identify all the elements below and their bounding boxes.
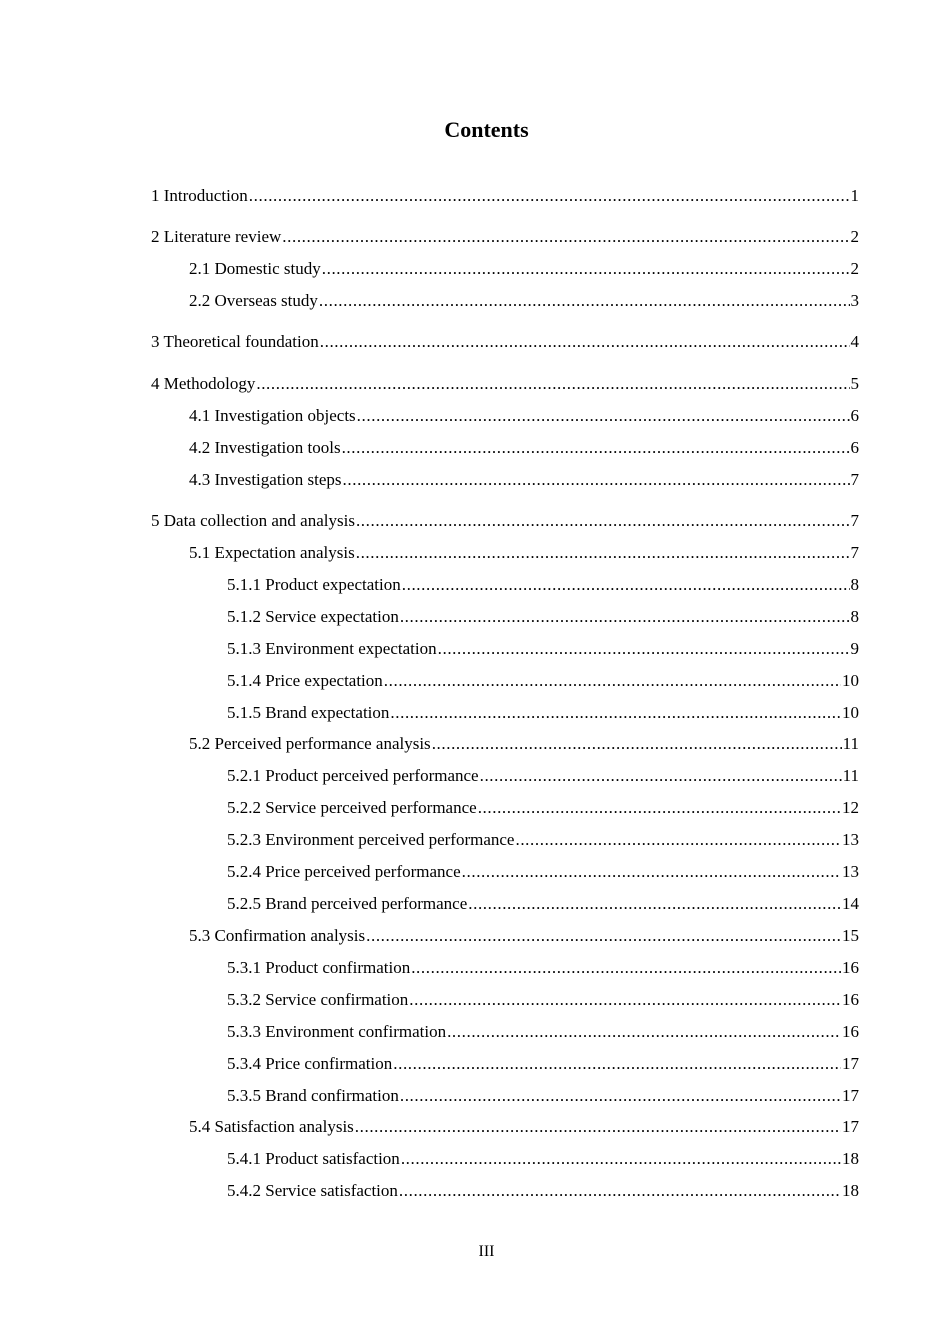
toc-entry-page: 7	[850, 543, 859, 562]
toc-entry-label: 5.3.2 Service confirmation	[227, 990, 409, 1009]
toc-leader-dots	[256, 373, 849, 395]
toc-entry[interactable]	[151, 185, 859, 207]
toc-entry-page: 16	[842, 1022, 859, 1041]
toc-entry[interactable]	[189, 437, 859, 459]
page-number: III	[478, 1243, 495, 1260]
toc-entry-label: 5.1.2 Service expectation	[227, 607, 399, 626]
toc-entry-label: 5.2.2 Service perceived performance	[227, 798, 477, 817]
toc-entry[interactable]	[227, 989, 859, 1011]
toc-entry-label: 4.3 Investigation steps	[189, 470, 342, 489]
toc-entry-page: 18	[842, 1181, 859, 1200]
toc-leader-dots	[322, 258, 850, 280]
toc-entry-label: 5.2.4 Price perceived performance	[227, 862, 461, 881]
toc-leader-dots	[356, 542, 850, 564]
toc-entry-label: 5 Data collection and analysis	[151, 511, 355, 530]
toc-leader-dots	[355, 1116, 841, 1138]
toc-entry-page: 16	[842, 990, 859, 1009]
toc-leader-dots	[393, 1053, 841, 1075]
toc-entry-label: 4.1 Investigation objects	[189, 406, 356, 425]
toc-entry-label: 5.2.5 Brand perceived performance	[227, 894, 468, 913]
toc-entry[interactable]	[227, 1148, 859, 1170]
toc-entry[interactable]	[227, 765, 859, 787]
toc-entry-label: 5.2 Perceived performance analysis	[189, 734, 431, 753]
toc-entry-label: 5.2.1 Product perceived performance	[227, 766, 479, 785]
toc-entry[interactable]	[151, 331, 859, 353]
toc-entry[interactable]	[227, 638, 859, 660]
toc-leader-dots	[478, 797, 841, 819]
toc-entry-label: 2 Literature review	[151, 227, 282, 246]
toc-entry[interactable]	[227, 861, 859, 883]
toc-entry[interactable]	[227, 702, 859, 724]
toc-leader-dots	[515, 829, 841, 851]
toc-entry-page: 14	[842, 894, 859, 913]
toc-entry-label: 1 Introduction	[151, 186, 248, 205]
toc-leader-dots	[390, 702, 841, 724]
toc-leader-dots	[342, 437, 850, 459]
toc-leader-dots	[401, 1148, 841, 1170]
toc-entry[interactable]	[151, 226, 859, 248]
toc-entry-label: 5.3.3 Environment confirmation	[227, 1022, 447, 1041]
toc-entry-label: 5.2.3 Environment perceived performance	[227, 830, 515, 849]
toc-leader-dots	[366, 925, 841, 947]
toc-entry-label: 2.1 Domestic study	[189, 259, 321, 278]
toc-leader-dots	[468, 893, 841, 915]
toc-entry-page: 1	[850, 186, 859, 205]
toc-leader-dots	[384, 670, 841, 692]
toc-entry-page: 16	[842, 958, 859, 977]
toc-entry[interactable]	[189, 290, 859, 312]
toc-entry[interactable]	[227, 893, 859, 915]
toc-entry-label: 5.3.5 Brand confirmation	[227, 1086, 399, 1105]
toc-entry-page: 18	[842, 1149, 859, 1168]
toc-entry-label: 5.1 Expectation analysis	[189, 543, 355, 562]
toc-entry-label: 4.2 Investigation tools	[189, 438, 341, 457]
toc-entry-page: 8	[850, 575, 859, 594]
toc-entry[interactable]	[227, 606, 859, 628]
toc-entry-page: 3	[850, 291, 859, 310]
toc-entry-page: 11	[842, 734, 859, 753]
toc-entry-page: 6	[850, 406, 859, 425]
toc-entry-page: 12	[842, 798, 859, 817]
toc-entry-label: 5.4.2 Service satisfaction	[227, 1181, 398, 1200]
toc-entry-page: 2	[850, 259, 859, 278]
toc-entry-page: 10	[842, 671, 859, 690]
toc-entry-page: 9	[850, 639, 859, 658]
page-title: Contents	[444, 117, 529, 142]
toc-entry-page: 11	[842, 766, 859, 785]
toc-leader-dots	[249, 185, 850, 207]
toc-entry-page: 17	[842, 1054, 859, 1073]
toc-entry-label: 5.4 Satisfaction analysis	[189, 1117, 354, 1136]
toc-entry[interactable]	[189, 542, 859, 564]
toc-entry[interactable]	[227, 1085, 859, 1107]
toc-entry-page: 17	[842, 1117, 859, 1136]
toc-entry[interactable]	[189, 925, 859, 947]
toc-entry-page: 10	[842, 703, 859, 722]
toc-entry-page: 5	[850, 374, 859, 393]
toc-leader-dots	[438, 638, 850, 660]
toc-entry-label: 5.1.5 Brand expectation	[227, 703, 390, 722]
toc-leader-dots	[319, 290, 850, 312]
toc-entry-page: 2	[850, 227, 859, 246]
toc-entry-page: 7	[850, 470, 859, 489]
toc-entry-page: 17	[842, 1086, 859, 1105]
toc-leader-dots	[402, 574, 850, 596]
toc-leader-dots	[357, 405, 850, 427]
toc-entry[interactable]	[227, 1053, 859, 1075]
toc-entry-label: 5.1.4 Price expectation	[227, 671, 383, 690]
toc-leader-dots	[447, 1021, 841, 1043]
toc-leader-dots	[399, 1180, 841, 1202]
toc-entry[interactable]	[227, 829, 859, 851]
toc-entry[interactable]	[227, 1180, 859, 1202]
toc-entry[interactable]	[227, 1021, 859, 1043]
toc-entry-page: 4	[850, 332, 859, 351]
toc-entry-label: 3 Theoretical foundation	[151, 332, 319, 351]
toc-entry[interactable]	[227, 574, 859, 596]
toc-entry-page: 6	[850, 438, 859, 457]
toc-entry-label: 5.3.4 Price confirmation	[227, 1054, 393, 1073]
toc-leader-dots	[356, 510, 850, 532]
toc-entry[interactable]	[189, 733, 859, 755]
toc-entry-label: 2.2 Overseas study	[189, 291, 318, 310]
toc-entry[interactable]	[189, 405, 859, 427]
toc-entry-label: 5.4.1 Product satisfaction	[227, 1149, 400, 1168]
toc-entry[interactable]	[189, 258, 859, 280]
toc-leader-dots	[320, 331, 850, 353]
toc-entry[interactable]	[227, 670, 859, 692]
toc-entry-label: 5.3.1 Product confirmation	[227, 958, 411, 977]
toc-entry-page: 8	[850, 607, 859, 626]
toc-entry-label: 5.3 Confirmation analysis	[189, 926, 366, 945]
toc-entry-page: 15	[842, 926, 859, 945]
toc-entry[interactable]	[189, 469, 859, 491]
toc-leader-dots	[343, 469, 850, 491]
toc-leader-dots	[462, 861, 841, 883]
toc-leader-dots	[411, 957, 841, 979]
toc-leader-dots	[282, 226, 849, 248]
toc-leader-dots	[432, 733, 842, 755]
toc-leader-dots	[400, 606, 850, 628]
toc-entry-label: 5.1.3 Environment expectation	[227, 639, 437, 658]
toc-entry[interactable]	[189, 1116, 859, 1138]
toc-leader-dots	[480, 765, 842, 787]
toc-entry[interactable]	[151, 373, 859, 395]
toc-leader-dots	[400, 1085, 841, 1107]
toc-entry[interactable]	[151, 510, 859, 532]
toc-entry-label: 5.1.1 Product expectation	[227, 575, 401, 594]
toc-leader-dots	[409, 989, 841, 1011]
toc-entry-page: 7	[850, 511, 859, 530]
toc-entry[interactable]	[227, 957, 859, 979]
toc-entry-page: 13	[842, 862, 859, 881]
toc-entry-label: 4 Methodology	[151, 374, 256, 393]
toc-entry[interactable]	[227, 797, 859, 819]
toc-entry-page: 13	[842, 830, 859, 849]
